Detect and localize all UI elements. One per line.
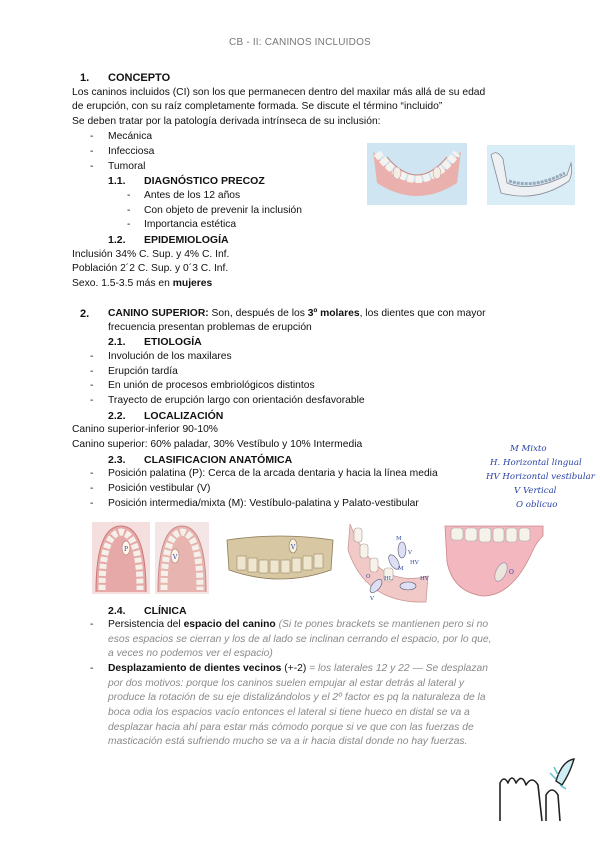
list-item: - Posición intermedia/mixta (M): Vestíbulo-palatina y Palato-vestibular bbox=[108, 497, 419, 512]
clinic-item-2-line-2: por dos motivos: porque los caninos suelen empujar al estar detrás al lateral y bbox=[108, 678, 465, 689]
list-item: - Antes de los 12 años bbox=[144, 189, 240, 204]
image-label: HV bbox=[410, 560, 419, 566]
subsection-1-1-number: 1.1. bbox=[108, 175, 126, 187]
clinic-item-2-line-4: boca odia los espacios vacío entonces el lateral si tiene hueco en distal se va a bbox=[108, 707, 470, 718]
list-item: - En unión de procesos embriológicos distintos bbox=[108, 379, 315, 394]
section-1-number: 1. bbox=[80, 72, 90, 84]
skull-teeth-image bbox=[223, 530, 337, 590]
legend-item: V Vertical bbox=[514, 486, 557, 496]
lower-jaw-model-image bbox=[443, 522, 547, 602]
clinic-item-2-line-5: desplazar hacia ahí para estar más cómodo porque si ve que con las fuerzas de bbox=[108, 722, 474, 733]
mandible-sketch bbox=[487, 145, 575, 205]
list-item: - Posición vestibular (V) bbox=[108, 482, 210, 497]
localization-line-1: Canino superior-inferior 90-10% bbox=[72, 424, 218, 435]
legend-item: H. Horizontal lingual bbox=[490, 458, 582, 468]
image-label: P bbox=[123, 546, 129, 553]
epidemiology-line-2: Población 2´2 C. Sup. y 0´3 C. Inf. bbox=[72, 263, 229, 274]
list-item: - Importancia estética bbox=[144, 218, 236, 233]
subsection-2-2-number: 2.2. bbox=[108, 410, 126, 422]
image-label: V bbox=[172, 554, 178, 561]
localization-line-2: Canino superior: 60% paladar, 30% Vestíbulo y 10% Intermedia bbox=[72, 439, 363, 450]
vestibular-position-image bbox=[155, 522, 209, 594]
clinic-item-2-line-6: masticación está sufriendo mucho se va a ir hacia distal donde no hay fuerzas. bbox=[108, 736, 468, 747]
clinic-item-1-line-3: a veces no podemos ver el espacio) bbox=[108, 648, 273, 659]
image-label: V bbox=[370, 596, 374, 602]
subsection-1-1-title: DIAGNÓSTICO PRECOZ bbox=[144, 175, 265, 187]
clinic-item-1-line-2: esos espacios se cierran y los de al lado se inclinan cerrando el espacio, por lo que, bbox=[108, 634, 492, 645]
list-item: - Posición palatina (P): Cerca de la arcada dentaria y hacia la línea media bbox=[108, 467, 438, 482]
palatal-position-image bbox=[92, 522, 150, 594]
legend-item: O oblicuo bbox=[516, 500, 558, 510]
legend-item: M Mixto bbox=[510, 444, 547, 454]
clinic-item-2-line-3: produce la rotación de su eje distalizándolos y el 2º factor es pq la naturaleza de la bbox=[108, 692, 486, 703]
list-item: - Involución de los maxilares bbox=[108, 350, 232, 365]
subsection-1-2-title: EPIDEMIOLOGÍA bbox=[144, 234, 229, 246]
canine-positions-diagram bbox=[346, 520, 432, 604]
image-label: O bbox=[509, 569, 514, 576]
list-item: - Erupción tardía bbox=[108, 365, 178, 380]
list-item: - Infecciosa bbox=[108, 145, 154, 160]
subsection-2-2-title: LOCALIZACIÓN bbox=[144, 410, 224, 422]
list-item: - Trayecto de erupción largo con orientación desfavorable bbox=[108, 394, 365, 409]
image-label: HV bbox=[420, 576, 429, 582]
page-header: CB - II: CANINOS INCLUIDOS bbox=[229, 37, 371, 48]
section-2-intro-line-2: frecuencia presentan problemas de erupción bbox=[108, 322, 312, 333]
subsection-2-3-number: 2.3. bbox=[108, 454, 126, 466]
legend-item: HV Horizontal vestibular bbox=[486, 472, 595, 482]
concept-paragraph-line-2: de erupción, con su raíz completamente formada. Se discute el término “incluido” bbox=[72, 101, 443, 112]
section-2-title: CANINO SUPERIOR: bbox=[108, 308, 209, 319]
clinic-item-2-line-1: - Desplazamiento de dientes vecinos (+-2) = los laterales 12 y 22 — Se desplazan bbox=[108, 662, 488, 677]
subsection-1-2-number: 1.2. bbox=[108, 234, 126, 246]
subsection-2-1-title: ETIOLOGÍA bbox=[144, 336, 202, 348]
subsection-2-3-title: CLASIFICACION ANATÓMICA bbox=[144, 454, 293, 466]
section-2-number: 2. bbox=[80, 308, 90, 320]
section-1-title: CONCEPTO bbox=[108, 72, 171, 84]
subsection-2-4-title: CLÍNICA bbox=[144, 605, 187, 617]
section-2-intro-line-1: CANINO SUPERIOR: Son, después de los 3º molares, los dientes que con mayor bbox=[108, 308, 486, 319]
epidemiology-line-3: Sexo. 1.5-3.5 más en mujeres bbox=[72, 278, 213, 289]
image-label: M bbox=[396, 536, 402, 542]
image-label: M bbox=[398, 566, 404, 572]
subsection-2-4-number: 2.4. bbox=[108, 605, 126, 617]
image-label: V bbox=[290, 544, 296, 551]
subsection-2-1-number: 2.1. bbox=[108, 336, 126, 348]
clinic-item-1-line-1: - Persistencia del espacio del canino (Si te pones brackets se mantienen pero si no bbox=[108, 618, 488, 633]
list-item: - Tumoral bbox=[108, 160, 145, 175]
epidemiology-line-1: Inclusión 34% C. Sup. y 4% C. Inf. bbox=[72, 249, 230, 260]
concept-paragraph-line-1: Los caninos incluidos (CI) son los que permanecen dentro del maxilar más allá de su edad bbox=[72, 87, 486, 98]
concept-paragraph-line-3: Se deben tratar por la patología derivada intrínseca de su inclusión: bbox=[72, 116, 381, 127]
canine-tooth-sketch-icon bbox=[496, 755, 578, 825]
image-label: HL bbox=[384, 576, 393, 582]
list-item: - Con objeto de prevenir la inclusión bbox=[144, 204, 302, 219]
image-label: V bbox=[408, 550, 412, 556]
image-label: O bbox=[366, 574, 371, 580]
upper-arch-photo bbox=[367, 143, 467, 205]
list-item: - Mecánica bbox=[108, 130, 152, 145]
